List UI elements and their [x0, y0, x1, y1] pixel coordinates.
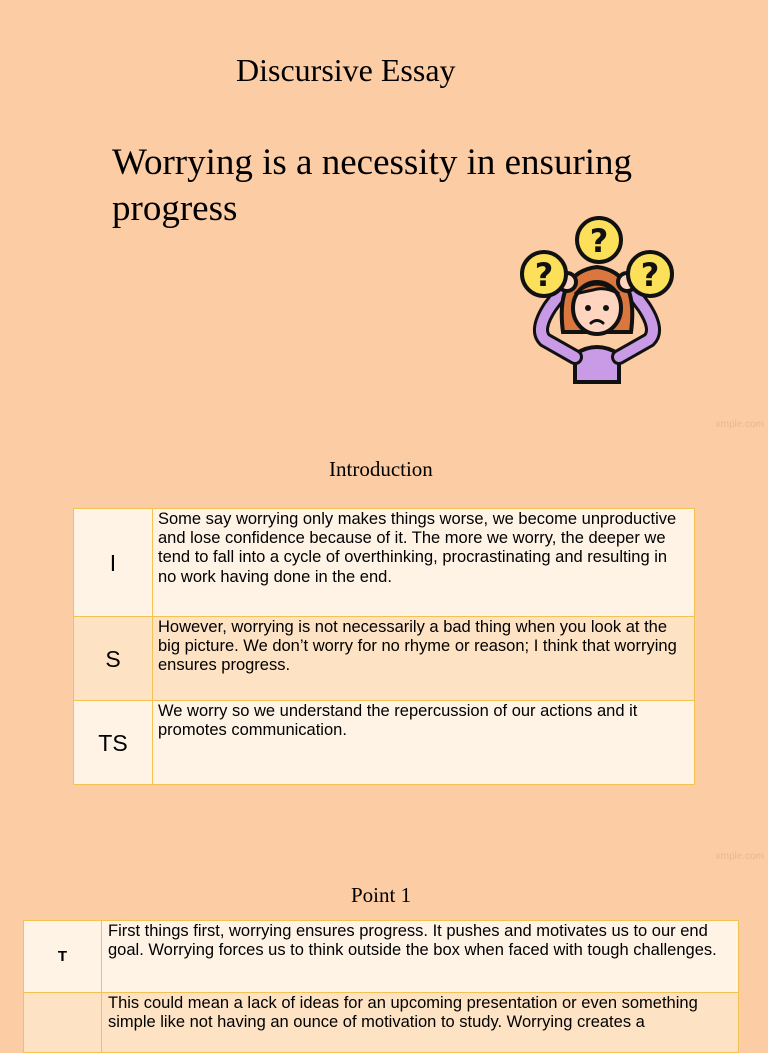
row-label: I — [74, 509, 153, 617]
table-row — [74, 617, 695, 701]
row-text: First things first, worrying ensures progress. It pushes and motivates us to our end goal. Worrying forces us to think outside the box when faced with tough challenges. — [102, 921, 739, 993]
svg-text:?: ? — [589, 222, 609, 260]
svg-text:?: ? — [640, 256, 660, 294]
row-text: Some say worrying only makes things worse, we become unproductive and lose confidence because of it. The more we worry, the deeper we tend to fall into a cycle of overthinking, procrastinating and resulting in no work having done in the end. — [153, 509, 695, 617]
question-mark-icon — [628, 252, 672, 296]
table-row — [24, 993, 739, 1053]
introduction-heading: Introduction — [329, 457, 433, 481]
watermark: xmple.com — [715, 851, 764, 862]
row-text: We worry so we understand the repercussion of our actions and it promotes communication. — [153, 701, 695, 785]
point1-heading: Point 1 — [351, 883, 412, 907]
introduction-table — [73, 508, 695, 785]
table-row — [24, 921, 739, 993]
row-text: This could mean a lack of ideas for an upcoming presentation or even something simple like not having an ounce of motivation to study. Worrying creates a — [102, 993, 739, 1053]
point1-table — [23, 920, 739, 1053]
row-label: TS — [74, 701, 153, 785]
question-mark-icon — [577, 218, 621, 262]
row-label: S — [74, 617, 153, 701]
table-row — [74, 701, 695, 785]
worried-person-illustration — [515, 212, 680, 387]
row-text: However, worrying is not necessarily a bad thing when you look at the big picture. We don’t worry for no rhyme or reason; I think that worrying ensures progress. — [153, 617, 695, 701]
row-label — [24, 993, 102, 1053]
question-mark-icon — [522, 252, 566, 296]
table-row — [74, 509, 695, 617]
document-title: Discursive Essay — [236, 52, 456, 88]
watermark: xmple.com — [715, 419, 764, 430]
row-label: T — [24, 921, 102, 993]
essay-heading: Worrying is a necessity in ensuring progress — [112, 142, 633, 229]
svg-text:?: ? — [534, 256, 554, 294]
